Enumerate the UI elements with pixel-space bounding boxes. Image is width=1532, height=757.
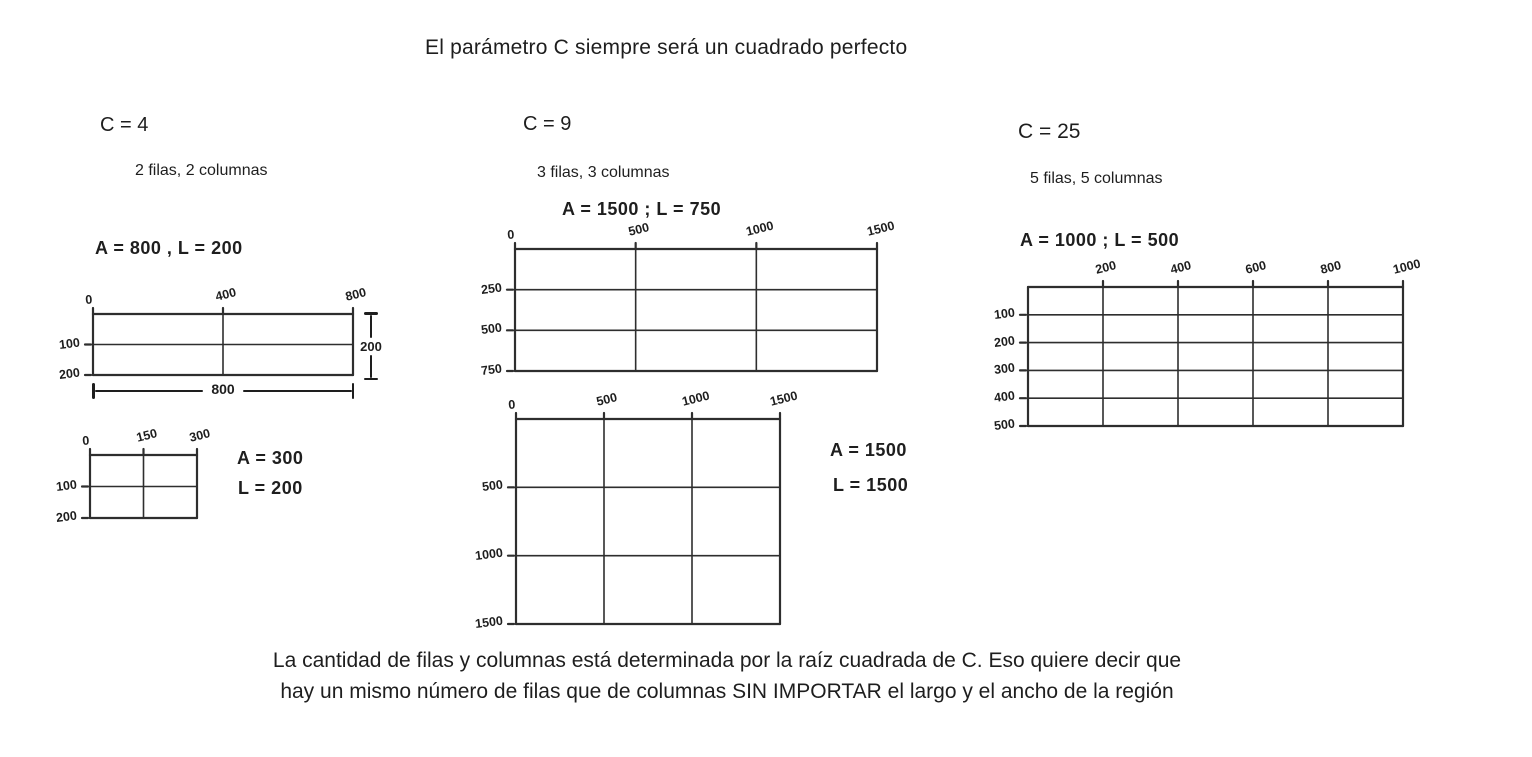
tick-label-top: 1500	[768, 388, 799, 409]
tick-label-top: 1500	[865, 218, 896, 239]
grid-c4-main	[58, 285, 368, 382]
tick-label-left: 100	[55, 477, 78, 494]
tick-label-top: 800	[344, 285, 368, 304]
grid-c9-square	[474, 388, 799, 631]
tick-label-left: 100	[993, 305, 1016, 322]
tick-label-top: 0	[81, 433, 90, 448]
c9-heading: C = 9	[523, 113, 572, 135]
grid-c25-main	[993, 256, 1422, 433]
tick-label-top: 600	[1244, 258, 1268, 277]
footer-line-2: hay un mismo número de filas que de columnas SIN IMPORTAR el largo y el ancho de la región	[280, 680, 1174, 703]
tick-label-top: 400	[1169, 258, 1193, 277]
grid-lines	[507, 241, 885, 379]
c4-small-area-label: A = 300	[237, 448, 304, 468]
footer-line-1: La cantidad de filas y columnas está determinada por la raíz cuadrada de C. Eso quiere decir que	[272, 649, 1182, 672]
tick-label-top: 500	[626, 220, 651, 239]
footer-note	[0, 645, 1454, 707]
tick-label-left: 400	[993, 388, 1016, 406]
grid-lines	[1020, 279, 1411, 434]
tick-label-left: 750	[480, 361, 503, 378]
grid-lines	[82, 447, 205, 526]
tick-label-top: 500	[594, 390, 619, 409]
tick-label-top: 150	[134, 426, 159, 445]
bracket-bottom-serif	[364, 378, 378, 381]
tick-label-left: 500	[993, 416, 1016, 433]
c9-square-length-label: L = 1500	[833, 475, 909, 495]
c4-heading: C = 4	[100, 114, 149, 136]
bracket-right-serif	[352, 383, 355, 399]
tick-label-top: 0	[507, 397, 516, 412]
c4-small-length-label: L = 200	[238, 478, 303, 498]
grid-lines	[85, 306, 361, 383]
c9-subheading: 3 filas, 3 columnas	[537, 164, 670, 181]
bracket-line	[370, 355, 373, 378]
tick-label-left: 200	[993, 333, 1016, 350]
width-dimension-bracket	[92, 382, 354, 400]
bracket-line	[370, 315, 373, 338]
tick-label-left: 500	[481, 477, 504, 495]
tick-label-top: 800	[1319, 258, 1343, 277]
grid-c4-small	[55, 426, 212, 525]
bracket-line	[95, 390, 204, 393]
c25-heading: C = 25	[1018, 120, 1081, 143]
c9-square-area-label: A = 1500	[830, 440, 907, 460]
tick-label-left: 100	[58, 335, 81, 352]
bracket-line	[243, 390, 352, 393]
c25-params: A = 1000 ; L = 500	[1020, 230, 1180, 250]
tick-label-top: 200	[1094, 258, 1118, 277]
tick-label-left: 1500	[474, 613, 504, 631]
tick-label-top: 300	[188, 426, 212, 445]
tick-label-left: 300	[993, 360, 1016, 378]
c4-params: A = 800 , L = 200	[95, 238, 243, 258]
tick-label-top: 0	[506, 227, 515, 242]
tick-label-top: 1000	[1391, 256, 1422, 277]
height-dimension-label: 200	[360, 338, 382, 354]
page-title: El parámetro C siempre será un cuadrado perfecto	[425, 36, 908, 59]
tick-label-top: 1000	[744, 218, 776, 239]
c9-params: A = 1500 ; L = 750	[562, 199, 722, 219]
tick-label-top: 0	[84, 292, 93, 307]
tick-label-left: 200	[55, 508, 78, 525]
tick-label-left: 500	[480, 320, 503, 338]
c4-subheading: 2 filas, 2 columnas	[135, 162, 268, 179]
grid-lines	[508, 411, 788, 632]
tick-label-left: 200	[58, 365, 81, 382]
tick-label-left: 1000	[474, 545, 504, 563]
height-dimension-bracket	[358, 312, 384, 380]
width-dimension-label: 800	[211, 381, 235, 397]
grid-c9-wide	[480, 218, 896, 378]
tick-label-left: 250	[480, 280, 503, 297]
c25-subheading: 5 filas, 5 columnas	[1030, 170, 1163, 187]
tick-label-top: 400	[214, 285, 238, 304]
tick-label-top: 1000	[680, 388, 711, 409]
